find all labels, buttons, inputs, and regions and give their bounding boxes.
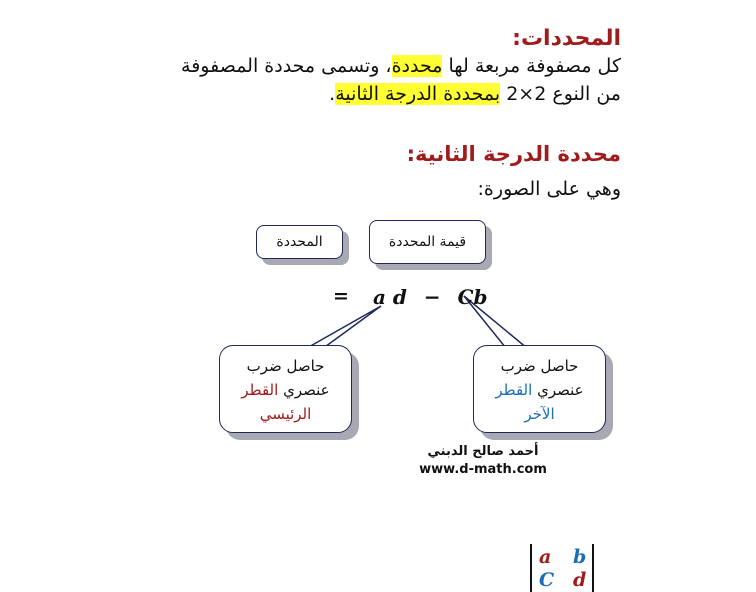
heading-determinants: المحددات: bbox=[512, 26, 621, 51]
label-determinant: المحددة bbox=[256, 225, 343, 259]
highlight-second-order: بمحددة الدرجة الثانية bbox=[335, 83, 501, 105]
author-website: www.d-math.com bbox=[419, 462, 547, 477]
callout-line: الآخر bbox=[524, 405, 555, 423]
form-intro: وهي على الصورة: bbox=[477, 178, 621, 200]
callout-text: عنصري bbox=[532, 381, 584, 399]
callout-colored: القطر bbox=[241, 381, 279, 399]
label-determinant-value: قيمة المحددة bbox=[369, 220, 486, 264]
determinant-expansion bbox=[373, 285, 488, 309]
callout-text: عنصري bbox=[278, 381, 330, 399]
matrix-a: a bbox=[539, 546, 552, 568]
equals-sign: = bbox=[333, 285, 349, 307]
callout-main-diagonal bbox=[219, 345, 352, 433]
author-name: أحمد صالح الدبني bbox=[427, 444, 539, 459]
callout-line: الرئيسي bbox=[259, 405, 312, 423]
author-credit bbox=[400, 443, 566, 479]
definition-text: كل مصفوفة مربعة لها bbox=[442, 55, 621, 77]
matrix-c: C bbox=[539, 569, 555, 591]
minus-sign: − bbox=[423, 285, 441, 309]
callout-line bbox=[474, 378, 605, 402]
definition-text: . bbox=[329, 83, 336, 105]
determinant-bars bbox=[530, 544, 594, 592]
definition-text: ، وتسمى محددة المصفوفة bbox=[181, 55, 392, 77]
callout-other-diagonal bbox=[473, 345, 606, 433]
term-cb: Cb bbox=[457, 285, 488, 309]
matrix-b: b bbox=[573, 546, 587, 568]
callout-line: حاصل ضرب bbox=[246, 357, 325, 375]
highlight-determinant: محددة bbox=[391, 55, 443, 77]
heading-second-order: محددة الدرجة الثانية: bbox=[406, 142, 621, 166]
definition-text: من النوع 2×2 bbox=[500, 83, 621, 105]
callout-line bbox=[220, 378, 351, 402]
matrix-d: d bbox=[573, 569, 587, 591]
term-ad: a d bbox=[373, 285, 407, 309]
callout-colored: القطر bbox=[495, 381, 533, 399]
callout-line: حاصل ضرب bbox=[500, 357, 579, 375]
